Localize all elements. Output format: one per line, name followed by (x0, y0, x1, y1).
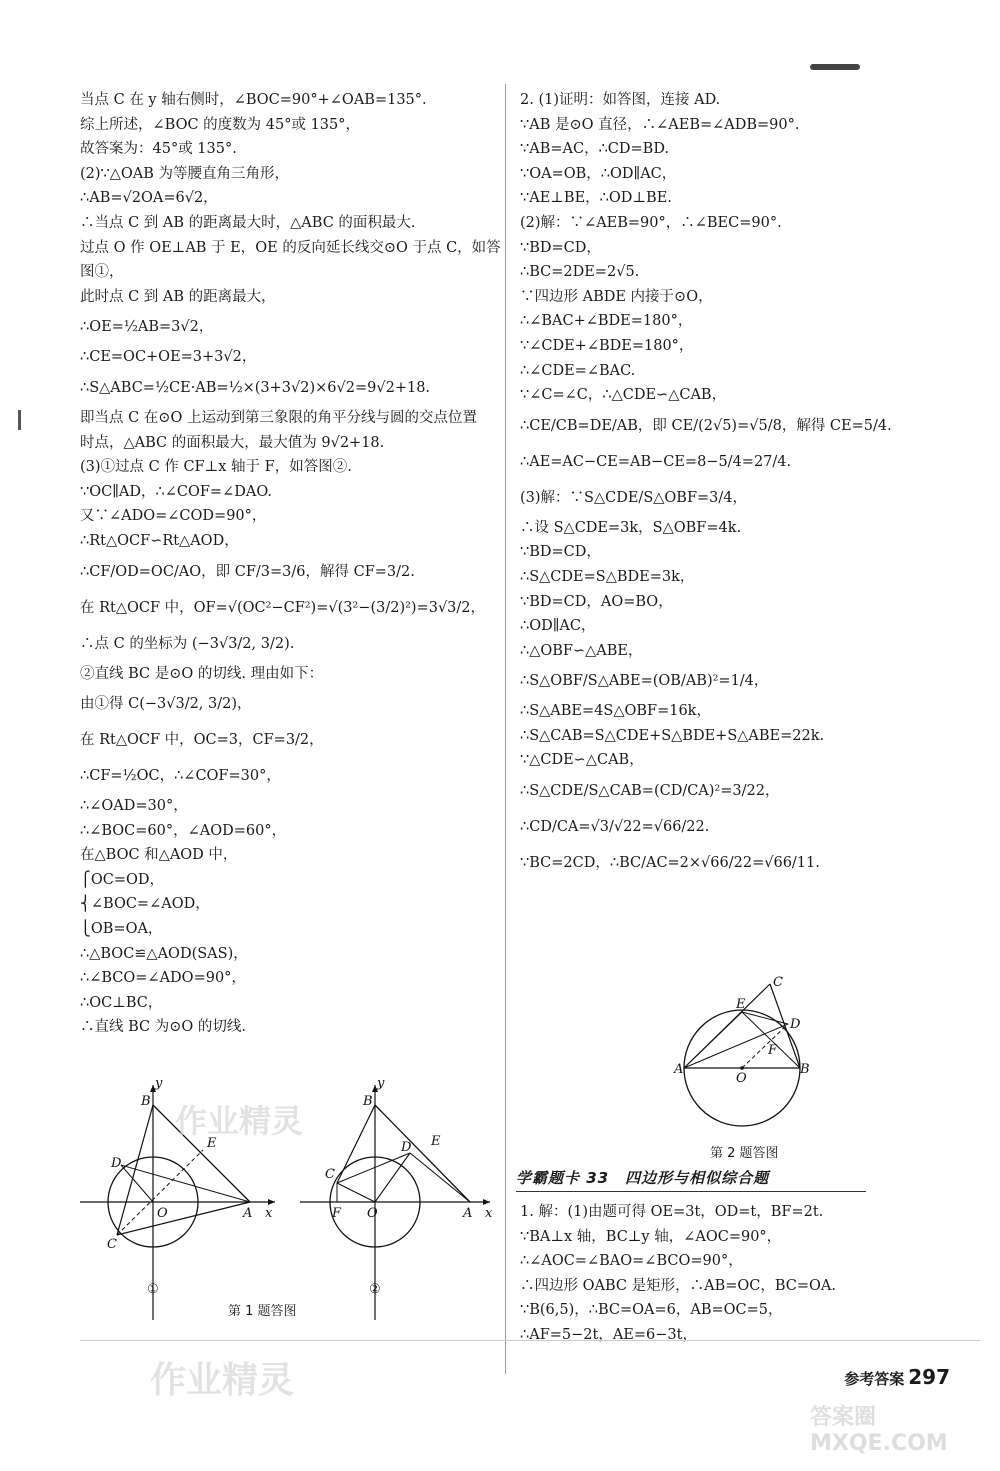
right-line: ∵OA=OB，∴OD∥AC， (520, 165, 677, 182)
left-column (80, 88, 501, 1040)
svg-text:C: C (773, 975, 783, 990)
svg-text:B: B (800, 1062, 810, 1077)
left-line: ∴S△ABC=½CE·AB=½×(3+3√2)×6√2=9√2+18. (80, 379, 431, 396)
left-line: 又∵∠ADO=∠COD=90°， (80, 508, 267, 525)
section-content (520, 1200, 850, 1348)
svg-text:F: F (768, 1043, 778, 1058)
right-line: ∵BD=CD， (520, 239, 601, 256)
right-line: ∵∠CDE+∠BDE=180°， (520, 337, 694, 354)
left-line: ∴∠BOC=60°，∠AOD=60°， (80, 822, 287, 839)
svg-text:O: O (367, 1206, 378, 1221)
right-line: ∴S△OBF/S△ABE=(OB/AB)²=1/4， (520, 673, 769, 690)
right-line: ∴BC=2DE=2√5. (520, 264, 640, 281)
left-line: 时点，△ABC 的面积最大，最大值为 9√2+18. (80, 434, 385, 451)
right-line: ∴设 S△CDE=3k，S△OBF=4k. (520, 519, 742, 536)
section-line: 1. 解：(1)由题可得 OE=3t，OD=t，BF=2t. (520, 1204, 824, 1220)
svg-text:B: B (141, 1094, 151, 1109)
column-divider (505, 84, 506, 1374)
right-line: ∴S△CAB=S△CDE+S△BDE+S△ABE=22k. (520, 727, 825, 744)
right-line: ∴△OBF∽△ABE， (520, 642, 643, 659)
section-header: 学霸题卡 33 四边形与相似综合题 (516, 1165, 866, 1192)
left-line: ∴当点 C 到 AB 的距离最大时，△ABC 的面积最大. (80, 214, 416, 231)
right-line: ∴S△ABE=4S△OBF=16k， (520, 703, 711, 720)
svg-text:E: E (207, 1136, 217, 1151)
svg-text:D: D (111, 1156, 122, 1171)
svg-text:F: F (332, 1206, 342, 1221)
right-line: ∵四边形 ABDE 内接于⊙O， (520, 288, 713, 305)
figure-2-diagram (670, 972, 830, 1132)
left-line: 在△BOC 和△AOD 中， (80, 847, 238, 864)
right-line: ∵BD=CD，AO=BO， (520, 593, 673, 610)
right-line: ∵AB 是⊙O 直径，∴∠AEB=∠ADB=90°. (520, 116, 800, 133)
left-line: ⎩OB=OA， (80, 921, 163, 938)
right-line: ∴∠CDE=∠BAC. (520, 362, 636, 379)
svg-text:C: C (107, 1237, 117, 1252)
page-corner-mark (810, 64, 860, 70)
svg-text:x: x (265, 1206, 273, 1221)
svg-text:A: A (463, 1206, 473, 1221)
svg-text:y: y (377, 1076, 385, 1091)
watermark-3: 答案圈 MXQE.COM (810, 1405, 948, 1456)
right-line: ∵AB=AC，∴CD=BD. (520, 141, 670, 158)
left-line: ∴∠BCO=∠ADO=90°， (80, 970, 246, 987)
right-line: ∴∠BAC+∠BDE=180°， (520, 313, 693, 330)
left-line: 即当点 C 在⊙O 上运动到第三象限的角平分线与圆的交点位置 (80, 409, 477, 426)
right-line: ∴CD/CA=√3/√22=√66/22. (520, 819, 710, 836)
left-line: ∴△BOC≌△AOD(SAS)， (80, 945, 248, 962)
right-line: ∵△CDE∽△CAB， (520, 752, 644, 769)
left-line: ∴CF=½OC，∴∠COF=30°， (80, 768, 281, 785)
svg-text:A: A (674, 1062, 684, 1077)
watermark-1: 作业精灵 (175, 1102, 304, 1140)
left-line: 综上所述，∠BOC 的度数为 45°或 135°， (80, 116, 361, 133)
left-line: ⎨∠BOC=∠AOD， (80, 896, 210, 913)
left-line: ∴CF/OD=OC/AO，即 CF/3=3/6，解得 CF=3/2. (80, 563, 415, 580)
left-line: 由①得 C(−3√3/2, 3/2)， (80, 696, 252, 713)
left-line: (3)①过点 C 作 CF⊥x 轴于 F，如答图②. (80, 459, 352, 476)
svg-text:E: E (736, 997, 746, 1012)
section-line: ∴∠AOC=∠BAO=∠BCO=90°， (520, 1253, 743, 1270)
svg-text:C: C (325, 1167, 335, 1182)
left-line: ⎧OC=OD， (80, 871, 165, 888)
left-line: 在 Rt△OCF 中，OC=3，CF=3/2， (80, 732, 324, 749)
margin-mark (18, 410, 21, 430)
left-line: ∴CE=OC+OE=3+3√2， (80, 349, 257, 366)
figure-1b-label: ② (369, 1282, 381, 1297)
left-line: (2)∵△OAB 为等腰直角三角形， (80, 165, 290, 182)
figure-2-caption: 第 2 题答图 (710, 1146, 779, 1161)
figure-1-caption: 第 1 题答图 (228, 1304, 297, 1319)
right-line: (3)解：∵S△CDE/S△OBF=3/4， (520, 489, 747, 506)
right-line: ∴CE/CB=DE/AB，即 CE/(2√5)=√5/8，解得 CE=5/4. (520, 417, 892, 434)
svg-text:O: O (736, 1071, 747, 1086)
right-line: ∴S△CDE=S△BDE=3k， (520, 568, 695, 585)
left-line: 在 Rt△OCF 中，OF=√(OC²−CF²)=√(3²−(3/2)²)=3√3/2， (80, 599, 486, 616)
svg-text:E: E (431, 1134, 441, 1149)
section-line: ∴四边形 OABC 是矩形，∴AB=OC，BC=OA. (520, 1277, 836, 1294)
right-line: ∵AE⊥BE，∴OD⊥BE. (520, 190, 672, 207)
page-footer (844, 1365, 950, 1389)
section-line: ∵B(6,5)，∴BC=OA=6，AB=OC=5， (520, 1302, 783, 1319)
left-line: 过点 O 作 OE⊥AB 于 E，OE 的反向延长线交⊙O 于点 C，如答 (80, 239, 501, 256)
right-line: ∵BC=2CD，∴BC/AC=2×√66/22=√66/11. (520, 855, 820, 872)
svg-text:A: A (243, 1206, 253, 1221)
section-line: ∴AF=5−2t，AE=6−3t， (520, 1326, 697, 1343)
left-line: ∴∠OAD=30°， (80, 798, 188, 815)
left-line: 此时点 C 到 AB 的距离最大， (80, 288, 276, 305)
right-line: (2)解：∵∠AEB=90°，∴∠BEC=90°. (520, 214, 782, 231)
left-line: ∴点 C 的坐标为 (−3√3/2, 3/2). (80, 635, 295, 652)
page-number: 297 (908, 1365, 950, 1389)
svg-text:B: B (363, 1094, 373, 1109)
right-line: 2. (1)证明：如答图，连接 AD. (520, 92, 721, 108)
left-line: ∵OC∥AD，∴∠COF=∠DAO. (80, 483, 272, 500)
svg-text:y: y (155, 1076, 163, 1091)
footer-rule (80, 1340, 980, 1341)
svg-text:O: O (157, 1206, 168, 1221)
left-line: ∴AB=√2OA=6√2， (80, 190, 218, 207)
left-line: ∴OE=½AB=3√2， (80, 319, 214, 336)
right-line: ∵∠C=∠C，∴△CDE∽△CAB， (520, 387, 727, 404)
left-line: ∴Rt△OCF∽Rt△AOD， (80, 532, 239, 549)
left-line: 故答案为：45°或 135°. (80, 141, 237, 158)
right-line: ∴OD∥AC， (520, 618, 596, 635)
left-line: 图①， (80, 264, 124, 281)
left-line: ②直线 BC 是⊙O 的切线. 理由如下： (80, 665, 324, 682)
svg-text:x: x (485, 1206, 493, 1221)
left-line: ∴直线 BC 为⊙O 的切线. (80, 1019, 246, 1036)
figure-1a-label: ① (147, 1282, 159, 1297)
left-line: 当点 C 在 y 轴右侧时，∠BOC=90°+∠OAB=135°. (80, 92, 427, 108)
right-line: ∴S△CDE/S△CAB=(CD/CA)²=3/22， (520, 783, 780, 800)
section-line: ∵BA⊥x 轴，BC⊥y 轴，∠AOC=90°， (520, 1228, 782, 1245)
left-line: ∴OC⊥BC， (80, 994, 163, 1011)
footer-label: 参考答案 (844, 1370, 905, 1388)
svg-text:D: D (401, 1140, 412, 1155)
svg-text:D: D (790, 1017, 801, 1032)
right-line: ∴AE=AC−CE=AB−CE=8−5/4=27/4. (520, 453, 792, 470)
figure-1b (300, 1076, 493, 1320)
right-column (520, 88, 892, 881)
right-line: ∵BD=CD， (520, 544, 601, 561)
watermark-2: 作业精灵 (150, 1360, 295, 1401)
